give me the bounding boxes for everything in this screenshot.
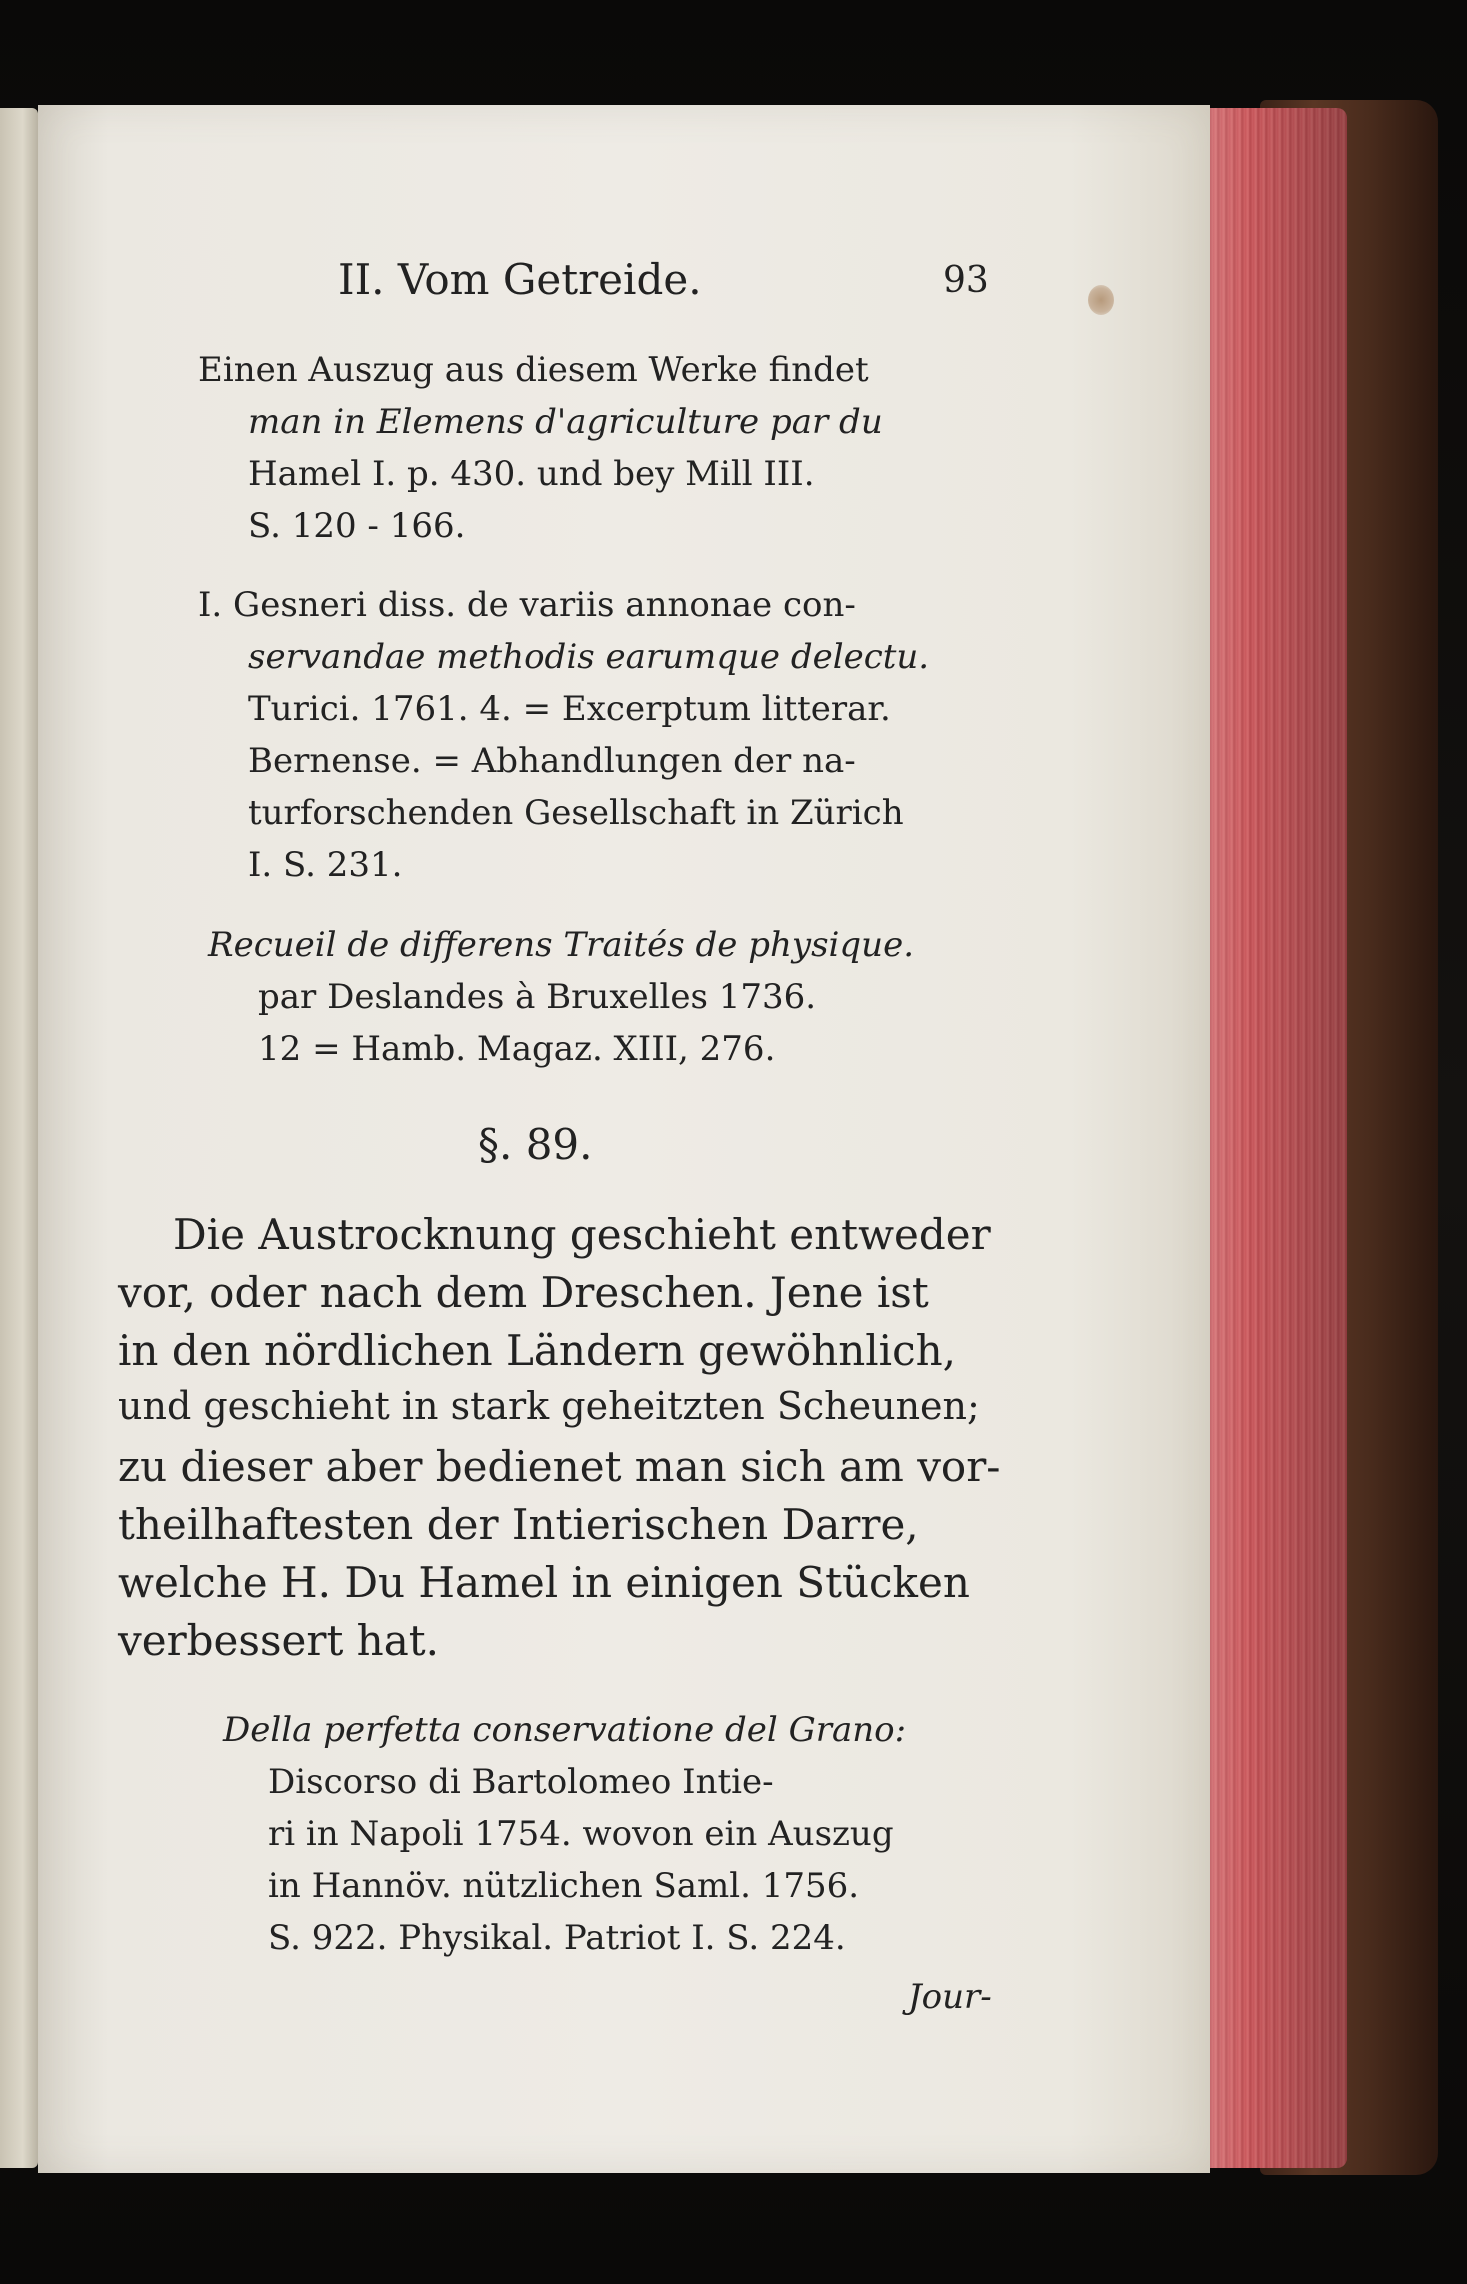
entry-recueil-line-3: 12 = Hamb. Magaz. XIII, 276. — [258, 1029, 776, 1069]
section-heading: §. 89. — [478, 1120, 593, 1169]
page-number: 93 — [943, 260, 989, 301]
entry-gesneri-line-4: Bernense. = Abhandlungen der na- — [248, 741, 856, 781]
page-stain — [1088, 285, 1114, 315]
entry-gesneri-line-6: I. S. 231. — [248, 845, 403, 885]
catchword: Jour- — [908, 1977, 992, 2017]
entry-recueil-line-2: par Deslandes à Bruxelles 1736. — [258, 977, 817, 1017]
entry-einen-line-1: Einen Auszug aus diesem Werke findet — [198, 350, 869, 390]
entry-gesneri-line-3: Turici. 1761. 4. = Excerptum litterar. — [248, 689, 891, 729]
body-line-1: Die Austrocknung geschieht entweder — [173, 1210, 991, 1259]
body-line-8: verbessert hat. — [118, 1616, 439, 1665]
body-line-5: zu dieser aber bedienet man sich am vor- — [118, 1442, 1001, 1491]
entry-gesneri-line-1: I. Gesneri diss. de variis annonae con- — [198, 585, 856, 625]
left-page-edge — [0, 108, 38, 2168]
entry-della-line-3: ri in Napoli 1754. wovon ein Auszug — [268, 1814, 894, 1854]
entry-gesneri-line-2: servandae methodis earumque delectu. — [248, 637, 930, 677]
body-line-6: theilhaftesten der Intierischen Darre, — [118, 1500, 919, 1549]
body-line-3: in den nördlichen Ländern gewöhnlich, — [118, 1326, 957, 1375]
running-title: II. Vom Getreide. — [338, 255, 702, 304]
page-edge-shading — [1205, 108, 1347, 2168]
entry-della-line-4: in Hannöv. nützlichen Saml. 1756. — [268, 1866, 860, 1906]
entry-einen-line-3: Hamel I. p. 430. und bey Mill III. — [248, 454, 815, 494]
entry-della-line-5: S. 922. Physikal. Patriot I. S. 224. — [268, 1918, 846, 1958]
entry-einen-line-4: S. 120 - 166. — [248, 506, 466, 546]
entry-recueil-line-1: Recueil de differens Traités de physique. — [208, 925, 914, 965]
book-page — [38, 105, 1210, 2173]
entry-della-line-2: Discorso di Bartolomeo Intie- — [268, 1762, 774, 1802]
entry-einen-line-2: man in Elemens d'agriculture par du — [248, 402, 883, 442]
entry-gesneri-line-5: turforschenden Gesellschaft in Zürich — [248, 793, 904, 833]
body-line-4: und geschieht in stark geheitzten Scheunen; — [118, 1384, 980, 1428]
body-line-7: welche H. Du Hamel in einigen Stücken — [118, 1558, 970, 1607]
entry-della-line-1: Della perfetta conservatione del Grano: — [223, 1710, 907, 1750]
body-line-2: vor, oder nach dem Dreschen. Jene ist — [118, 1268, 929, 1317]
